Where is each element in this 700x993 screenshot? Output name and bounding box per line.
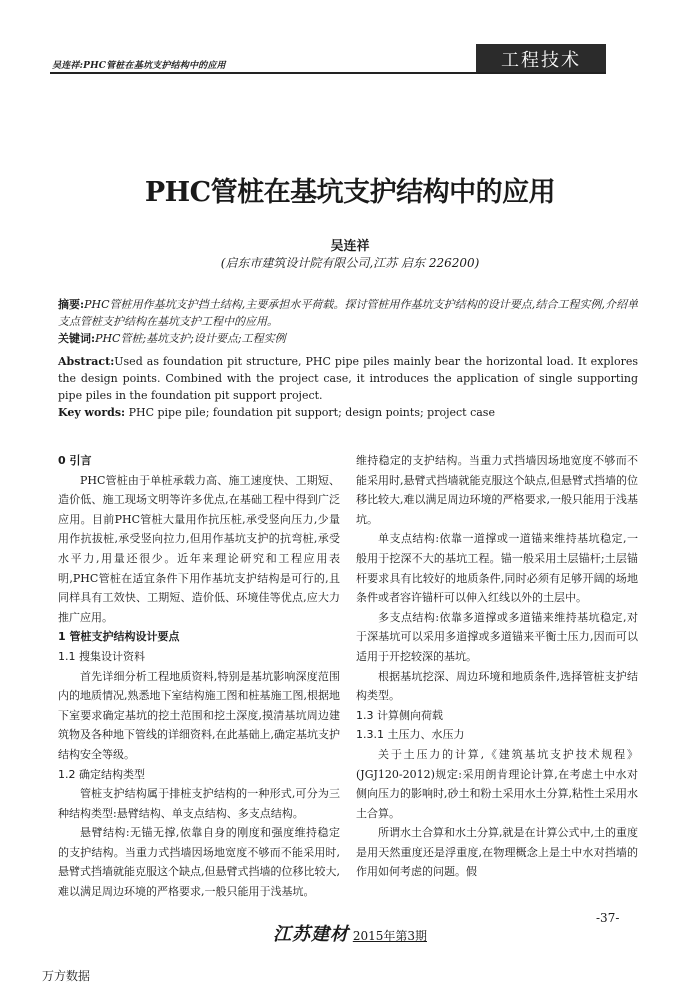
journal-footer: [0, 920, 700, 946]
paragraph: 所谓水土合算和水土分算,就是在计算公式中,土的重度是用天然重度还是浮重度,在物理概念上是土中水对挡墙的作用如何考虑的问题。假: [356, 826, 638, 879]
keywords-cn-text: PHC管桩;基坑支护;设计要点;工程实例: [95, 332, 286, 345]
database-watermark: 万方数据: [42, 969, 91, 983]
page-number: -37-: [596, 911, 620, 925]
keywords-cn-label: 关键词:: [58, 332, 96, 345]
journal-issue: 2015年第3期: [352, 929, 427, 943]
paragraph: 关于土压力的计算,《建筑基坑支护技术规程》(JGJ120-2012)规定:采用朗肯理论计算,在考虑土中水对侧向压力的影响时,砂土和粉土采用水土分算,粘性土采用水土合算。: [356, 747, 638, 820]
abstract-cn-label: 摘要:: [58, 298, 85, 311]
paragraph: 悬臂结构:无锚无撑,依靠自身的刚度和强度维持稳定的支护结构。当重力式挡墙因场地宽度不够而不能采用时,悬臂式挡墙就能克服这个缺点,但悬臂式挡墙的位移比较大,难以满足周边环境的严格要求,一般只能用于浅基坑。: [58, 826, 340, 899]
subsection-heading-data: 1.1 搜集设计资料: [58, 649, 145, 663]
paragraph: PHC管桩由于单桩承载力高、施工速度快、工期短、造价低、施工现场文明等许多优点,在基础工程中得到广泛应用。目前PHC管桩大量用作抗压桩,承受竖向压力,少量用作抗拔桩,承受竖向拉力,但用作基坑支护的抗弯桩,承受水平力,用量还很少。近年来理论研究和工程应用表明,PHC管桩在适宜条件下用作基坑支护结构是可行的,且同样具有工效快、工期短、造价低、环境佳等优点,应大力推广应用。: [58, 473, 340, 624]
abstract-cn: [58, 296, 638, 330]
author-name: 吴连祥: [330, 239, 370, 254]
keywords-en: [58, 404, 638, 421]
keywords-en-text: PHC pipe pile; foundation pit support; design points; project case: [125, 406, 495, 419]
header-divider: [50, 72, 606, 74]
abstract-cn-text: PHC管桩用作基坑支护挡土结构,主要承担水平荷载。探讨管桩用作基坑支护结构的设计要点,结合工程实例,介绍单支点管桩支护结构在基坑支护工程中的应用。: [58, 298, 638, 328]
subsection-heading-load: 1.3 计算侧向荷载: [356, 708, 443, 722]
section-badge: 工程技术: [476, 44, 606, 74]
abstract-section: [58, 296, 638, 421]
paragraph-continued: 维持稳定的支护结构。当重力式挡墙因场地宽度不够而不能采用时,悬臂式挡墙就能克服这个缺点,但悬臂式挡墙的位移比较大,难以满足周边环境的严格要求,一般只能用于浅基坑。: [356, 454, 638, 526]
subsubsection-heading-pressure: 1.3.1 土压力、水压力: [356, 728, 465, 742]
keywords-cn: [58, 330, 638, 347]
article-title: PHC管桩在基坑支护结构中的应用: [144, 177, 556, 208]
paragraph: 根据基坑挖深、周边环境和地质条件,选择管桩支护结构类型。: [356, 669, 638, 703]
abstract-en: [58, 353, 638, 404]
subsection-heading-type: 1.2 确定结构类型: [58, 767, 145, 781]
paragraph: 首先详细分析工程地质资料,特别是基坑影响深度范围内的地质情况,熟悉地下室结构施工图和桩基施工图,根据地下室要求确定基坑的挖土范围和挖土深度,摸清基坑周边建筑物及各种地下管线的详细资料,在此基础上,确定基坑支护结构安全等级。: [58, 669, 340, 761]
author-affiliation: (启东市建筑设计院有限公司,江苏 启东 226200): [220, 256, 480, 270]
section-heading-design: 1 管桩支护结构设计要点: [58, 630, 180, 644]
paragraph: 管桩支护结构属于排桩支护结构的一种形式,可分为三种结构类型:悬臂结构、单支点结构、多支点结构。: [58, 787, 340, 820]
abstract-en-label: Abstract:: [58, 355, 115, 368]
running-title: 吴连祥:PHC管桩在基坑支护结构中的应用: [52, 61, 226, 71]
abstract-en-text: Used as foundation pit structure, PHC pipe piles mainly bear the horizontal load. It explores the design points. Combined with the project case, it introduces the application of single supporting pipe piles in the foundation pit support project.: [58, 355, 638, 402]
body-column-right: [356, 451, 638, 882]
journal-logo: 江苏建材: [272, 924, 349, 945]
paragraph: 多支点结构:依靠多道撑或多道锚来维持基坑稳定,对于深基坑可以采用多道撑或多道锚来平衡土压力,因而可以适用于开挖较深的基坑。: [356, 610, 638, 663]
body-column-left: [58, 451, 340, 899]
paragraph: 单支点结构:依靠一道撑或一道锚来维持基坑稳定,一般用于挖深不大的基坑工程。锚一般采用土层锚杆;土层锚杆要求具有比较好的地质条件,同时必须有足够开阔的场地条件或者容许锚杆可以伸入红线以外的土层中。: [356, 532, 638, 605]
keywords-en-label: Key words:: [58, 406, 126, 419]
section-heading-intro: 0 引言: [58, 454, 92, 467]
